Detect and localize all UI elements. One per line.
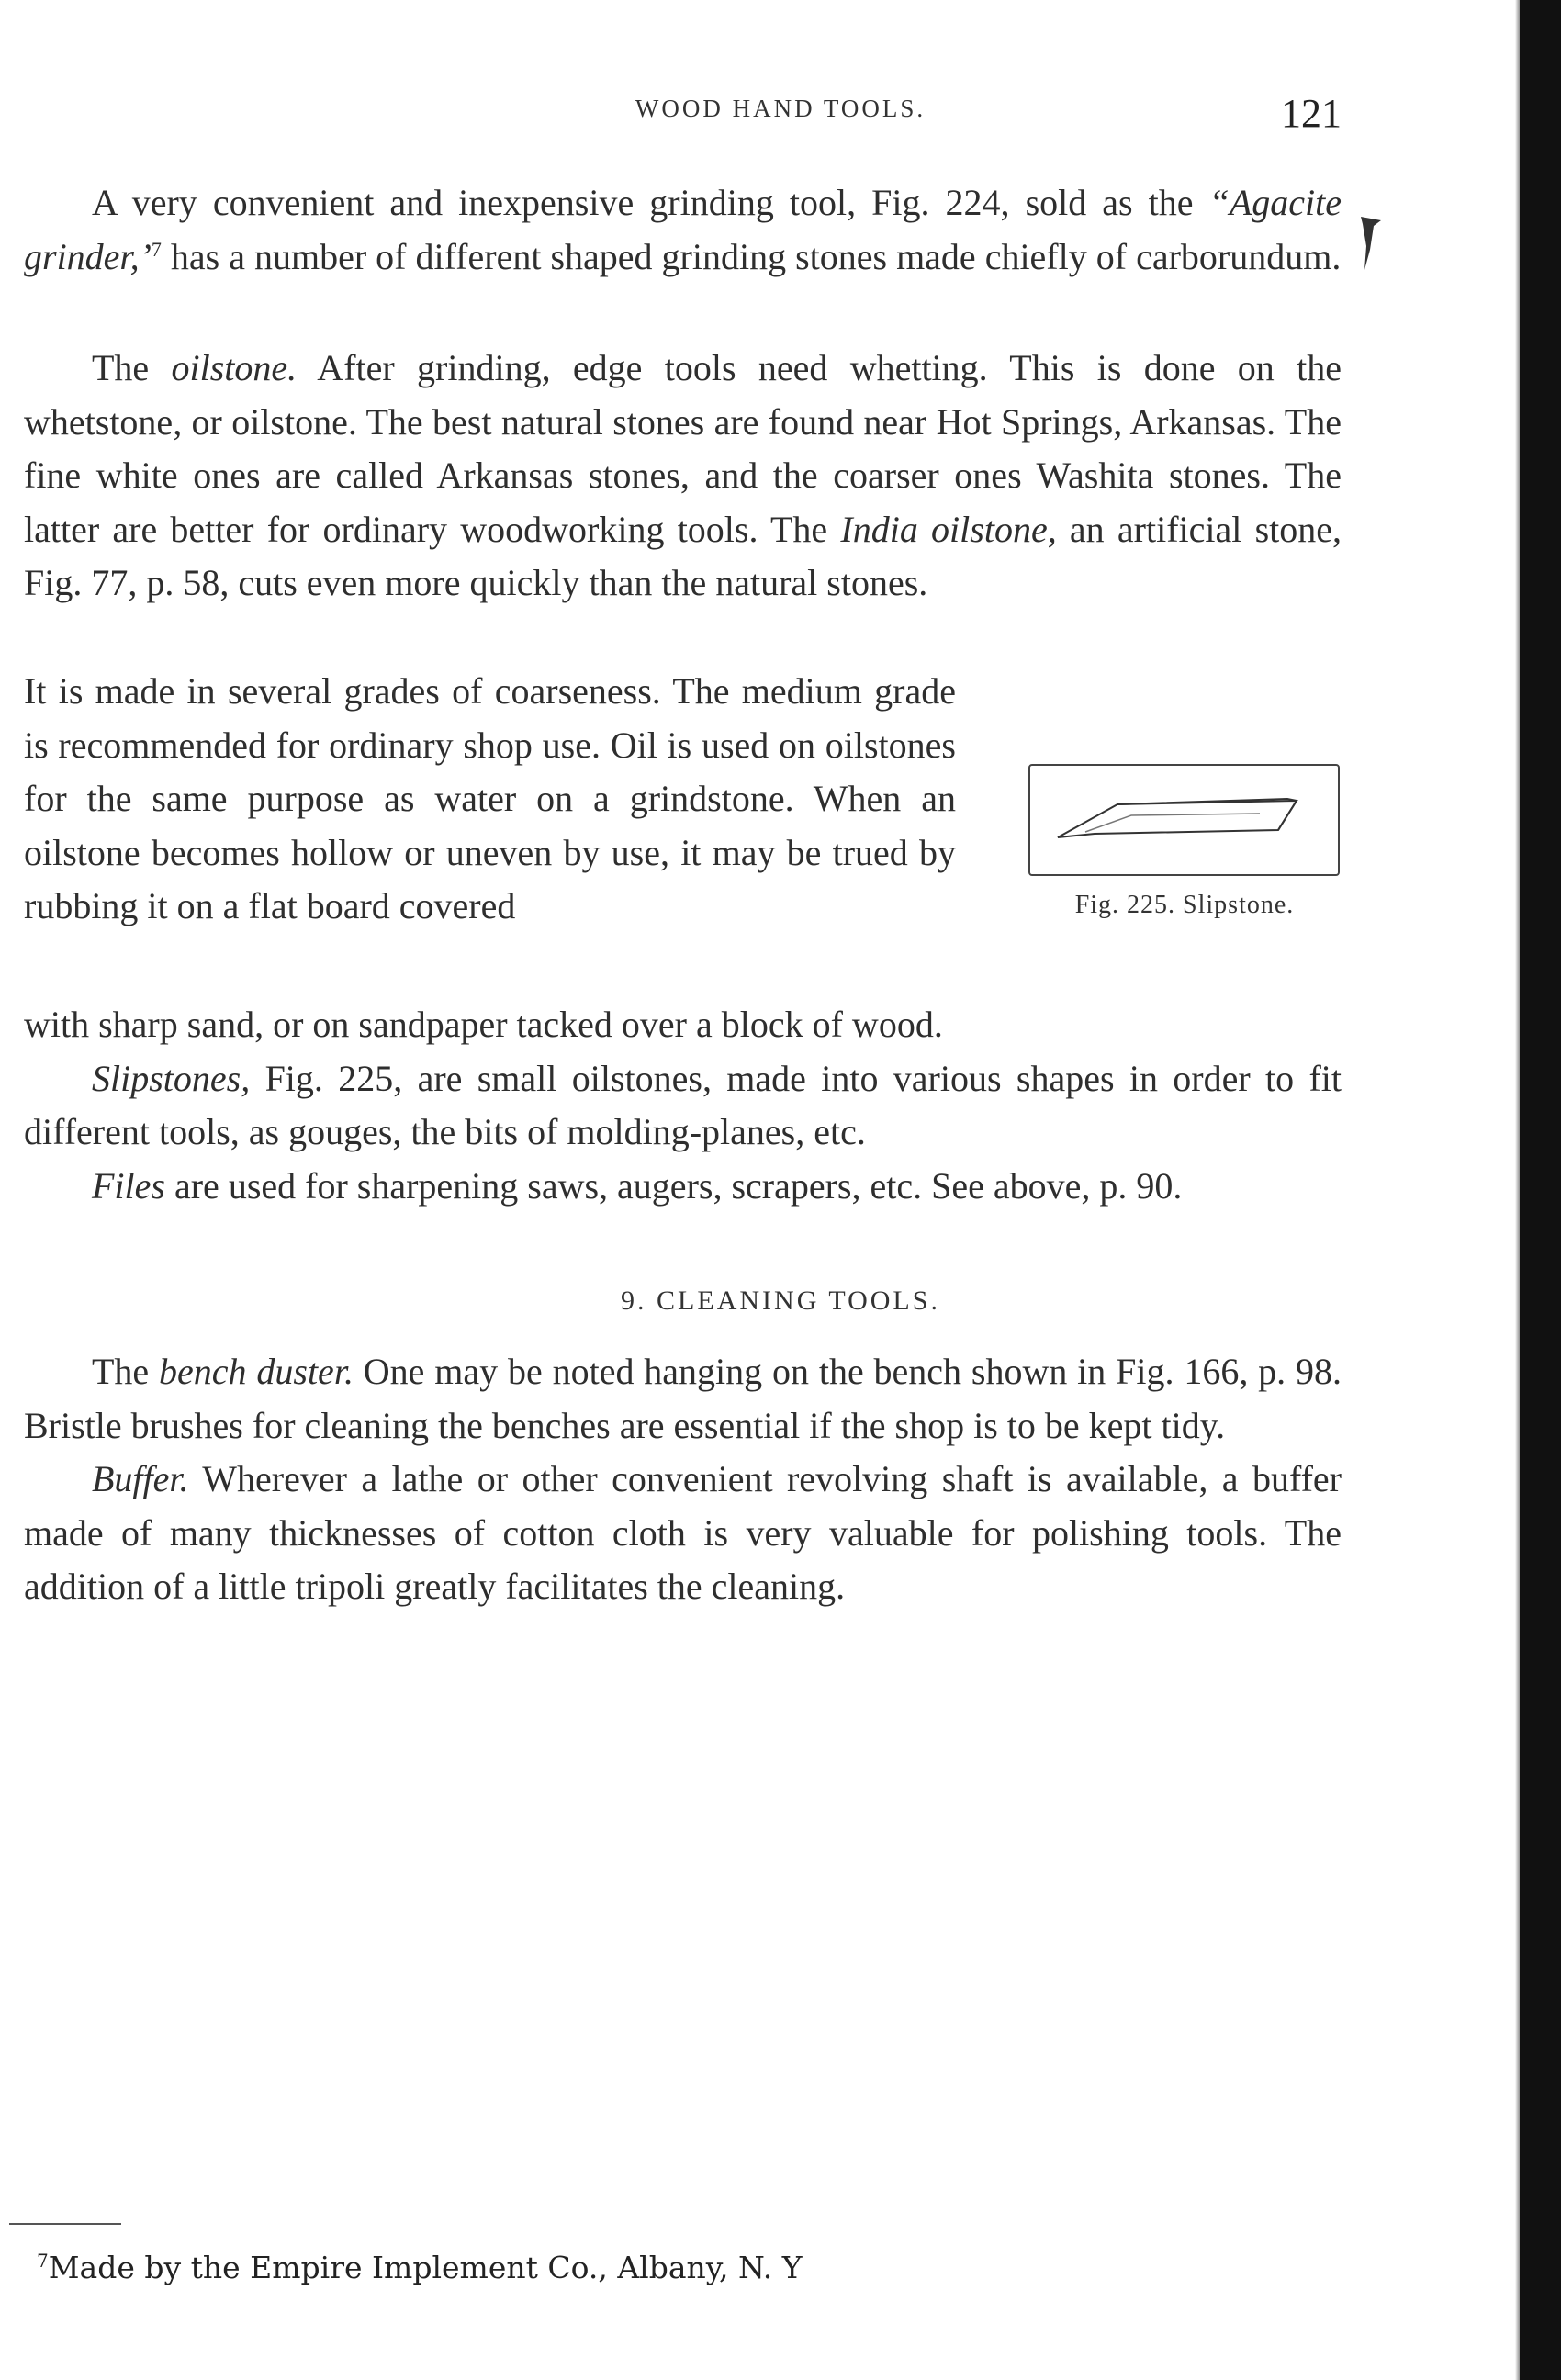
p6-text: Wherever a lathe or other convenient revolving shaft is available, a buffer made of many thicknesses of cotton cloth is very valuable for polishing tools. The addition of a little tripoli greatly facilitates the cleaning. xyxy=(24,1458,1342,1608)
p1-text-b: has a number of different shaped grinding stones made chiefly of carborundum. xyxy=(161,235,1342,277)
paragraph-group-cleaning xyxy=(24,1345,1342,1614)
footnote xyxy=(37,2250,803,2285)
slipstone-figure xyxy=(1028,764,1340,876)
page-number: 121 xyxy=(1281,91,1342,136)
p2-text-d: It is made in several grades of coarseness. The medium grade is recommended for ordinary shop use. Oil is used on oilstones for the same purpose as water on a grindstone. When an oilstone becomes hollow or uneven by use, it may be trued by rubbing it on a flat board covered xyxy=(24,670,956,927)
paragraph-grinder xyxy=(24,176,1342,284)
footnote-divider xyxy=(9,2223,121,2225)
p5-text-b: One may be noted hanging on the bench shown in Fig. 166, p. 98. Bristle brushes for cleaning the benches are essential if the shop is to be kept tidy. xyxy=(24,1351,1342,1446)
margin-mark-icon xyxy=(1357,213,1385,281)
p1-text-a: A very convenient and inexpensive grinding tool, Fig. 224, sold as the xyxy=(92,182,1209,223)
p2-italic-oilstone: oilstone. xyxy=(171,347,298,388)
p2-text-c: an artificial stone, Fig. 77, p. 58, cuts even more quickly than the natural stones. xyxy=(24,508,1342,604)
p5-text-a: The xyxy=(92,1351,160,1392)
slipstone-icon xyxy=(1030,766,1338,874)
p2-text-b: After grinding, edge tools need whetting. This is done on the whetstone, or oilstone. The best natural stones are found near Hot Springs, Arkansas. The fine white ones are called Arkansas stones, and the coarser ones Washita stones. The latter are better for ordinary woodworking tools. The xyxy=(24,347,1342,550)
p4-text: are used for sharpening saws, augers, scrapers, etc. See above, p. 90. xyxy=(164,1164,1183,1207)
footnote-text: Made by the Empire Implement Co., Albany, N. Y xyxy=(48,2250,803,2285)
p3-text: Fig. 225, are small oilstones, made into various shapes in order to fit different tools, as gouges, the bits of molding-planes, etc. xyxy=(24,1057,1342,1153)
p4-italic: Files xyxy=(92,1164,165,1207)
paragraph-oilstone-continued xyxy=(24,665,956,934)
section-heading: 9. CLEANING TOOLS. xyxy=(621,1285,940,1316)
p1-italic: “Agacite grinder,’ xyxy=(24,182,1342,277)
footnote-ref: 7 xyxy=(151,237,162,261)
footnote-marker: 7 xyxy=(37,2250,49,2272)
paragraph-group-slipstones xyxy=(24,998,1342,1213)
running-title: WOOD HAND TOOLS. xyxy=(635,95,926,122)
scan-border xyxy=(1520,0,1561,2380)
p2-italic-india: India oilstone, xyxy=(840,508,1057,550)
p2-text-a: The xyxy=(92,347,172,388)
paragraph-oilstone xyxy=(24,342,1342,611)
p2-text-e: with sharp sand, or on sandpaper tacked over a block of wood. xyxy=(24,1004,943,1045)
p3-italic: Slipstones, xyxy=(92,1057,251,1099)
p6-italic: Buffer. xyxy=(92,1458,189,1500)
p5-italic: bench duster. xyxy=(159,1351,354,1392)
figure-caption: Fig. 225. Slipstone. xyxy=(1074,891,1295,919)
